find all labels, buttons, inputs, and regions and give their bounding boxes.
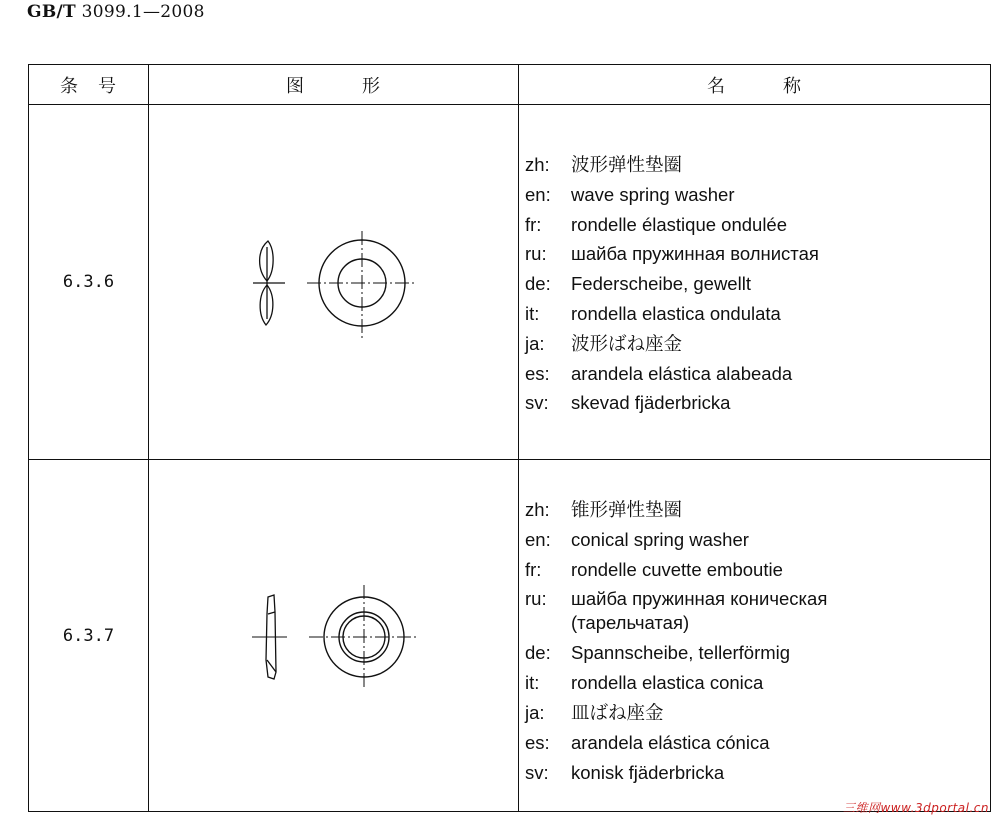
list-item	[525, 638, 827, 668]
list-item	[525, 180, 819, 210]
term-text: шайба пружинная коническая	[571, 588, 828, 610]
table-header-row	[29, 65, 990, 105]
term-text: 波形弹性垫圈	[571, 154, 683, 175]
clause-cell	[29, 460, 149, 811]
clause-cell	[29, 105, 149, 459]
language-code: fr:	[525, 213, 542, 235]
list-item	[525, 668, 827, 698]
language-code: zh:	[525, 154, 550, 175]
table-row	[29, 460, 990, 811]
list-item	[525, 611, 827, 638]
column-header-figure: 图 形	[286, 75, 381, 97]
list-item	[525, 495, 827, 525]
term-text: arandela elástica cónica	[571, 731, 770, 753]
language-code: it:	[525, 672, 540, 694]
language-code: ru:	[525, 243, 547, 265]
header-cell-figure	[149, 65, 519, 104]
language-code: sv:	[525, 761, 549, 783]
header-cell-name	[519, 65, 990, 104]
watermark: 三维网www.3dportal.cn	[842, 801, 989, 815]
language-code: es:	[525, 362, 550, 384]
term-text: konisk fjäderbricka	[571, 761, 725, 783]
language-code: en:	[525, 528, 551, 550]
language-code: sv:	[525, 392, 549, 414]
language-code: ja:	[525, 332, 545, 354]
standard-number: 3099.1—2008	[81, 2, 205, 22]
term-text: wave spring washer	[571, 183, 735, 205]
language-code: zh:	[525, 499, 550, 520]
table-row	[29, 105, 990, 460]
list-item	[525, 210, 819, 240]
conical-spring-washer-drawing-icon	[149, 460, 517, 809]
term-text: 锥形弹性垫圈	[571, 499, 683, 520]
term-text: rondelle élastique ondulée	[571, 213, 788, 235]
list-item	[525, 388, 819, 418]
language-code: it:	[525, 302, 540, 324]
term-text: conical spring washer	[571, 528, 749, 550]
names-cell	[519, 460, 990, 811]
clause-number: 6.3.6	[62, 272, 115, 292]
standard-header	[27, 2, 205, 22]
terminology-table	[28, 64, 991, 812]
term-text: (тарельчатая)	[571, 612, 690, 634]
list-item	[525, 269, 819, 299]
list-item	[525, 329, 819, 359]
term-text: arandela elástica alabeada	[571, 362, 793, 384]
language-code: ru:	[525, 588, 547, 610]
list-item	[525, 584, 827, 611]
term-text: 皿ばね座金	[571, 701, 664, 723]
term-text: rondella elastica conica	[571, 672, 764, 694]
list-item	[525, 299, 819, 329]
language-code: de:	[525, 273, 551, 295]
standard-prefix: GB/T	[27, 2, 76, 22]
list-item	[525, 525, 827, 555]
language-code: fr:	[525, 558, 542, 580]
multilingual-name-list	[525, 150, 819, 418]
header-cell-clause	[29, 65, 149, 104]
language-code: ja:	[525, 701, 545, 723]
term-text: Spannscheibe, tellerförmig	[571, 642, 791, 664]
term-text: шайба пружинная волнистая	[571, 243, 819, 265]
column-header-clause: 条 号	[60, 75, 117, 97]
term-text: skevad fjäderbricka	[571, 392, 731, 414]
term-text: Federscheibe, gewellt	[571, 273, 751, 295]
language-code	[525, 611, 571, 635]
language-code: en:	[525, 183, 551, 205]
figure-cell	[149, 105, 519, 459]
language-code: es:	[525, 731, 550, 753]
clause-number: 6.3.7	[62, 625, 115, 646]
names-cell	[519, 105, 990, 459]
column-header-name: 名 称	[707, 75, 802, 97]
list-item	[525, 758, 827, 788]
list-item	[525, 239, 819, 269]
multilingual-name-list	[525, 495, 827, 787]
language-code: de:	[525, 642, 551, 664]
list-item	[525, 150, 819, 180]
term-text: rondella elastica ondulata	[571, 302, 781, 324]
list-item	[525, 555, 827, 585]
list-item	[525, 698, 827, 728]
wave-spring-washer-drawing-icon	[149, 105, 517, 458]
list-item	[525, 728, 827, 758]
figure-cell	[149, 460, 519, 811]
term-text: 波形ばね座金	[571, 332, 683, 354]
list-item	[525, 359, 819, 389]
term-text: rondelle cuvette emboutie	[571, 558, 783, 580]
